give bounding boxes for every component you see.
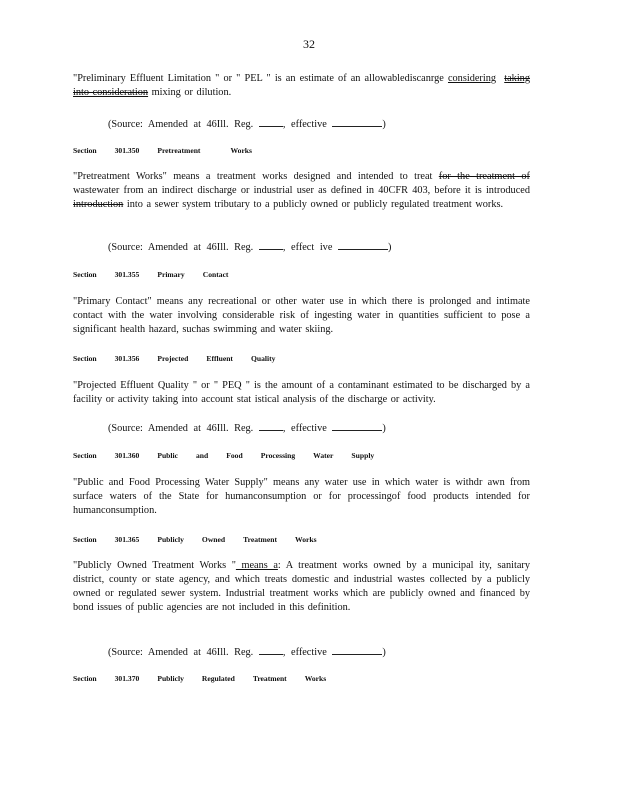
source-label: (Source: Amended at 46Ill. Reg.: [108, 242, 254, 253]
inserted-text: means a: [235, 560, 278, 571]
blank-line: [259, 645, 283, 655]
definition-peq: "Projected Effluent Quality " or " PEQ " is the amount of a contaminant estimated to be discharged by a facility or activity taking into account stat istical analysis of the discharge or activity.: [73, 380, 530, 405]
source-effective: effective: [291, 647, 327, 658]
section-heading-301-360: Section 301.360 Public and Food Processing Water Supply: [73, 451, 375, 460]
source-label: (Source: Amended at 46Ill. Reg.: [108, 119, 254, 130]
source-label: (Source: Amended at 46Ill. Reg.: [108, 647, 254, 658]
section-heading-301-356: Section 301.356 Projected Effluent Quality: [73, 354, 276, 363]
blank-line: [338, 240, 388, 250]
blank-line: [332, 117, 382, 127]
section-heading-301-365: Section 301.365 Publicly Owned Treatment Works: [73, 535, 317, 544]
source-effective: effective: [291, 119, 327, 130]
definition-primary-contact: "Primary Contact" means any recreational or other water use in which there is prolonged and intimate contact with the water involving considerable risk of ingesting water in quantities sufficient to pose a significant health hazard, suchas swimming and water skiing.: [73, 296, 530, 335]
blank-line: [332, 421, 382, 431]
deleted-text: introduction: [73, 199, 124, 210]
deleted-text: for the treatment of: [438, 171, 530, 182]
blank-line: [259, 421, 283, 431]
blank-line: [332, 645, 382, 655]
source-note-2: (Source: Amended at 46Ill. Reg. , effect ive ): [108, 242, 392, 253]
source-effective: effective: [291, 423, 327, 434]
pel-inserted-text: considering: [447, 73, 497, 84]
source-effective: effect ive: [291, 242, 333, 253]
source-note-3: (Source: Amended at 46Ill. Reg. , effective ): [108, 423, 386, 434]
definition-public-food-processing-water-supply: "Public and Food Processing Water Supply" means any water use in which water is withdr awn from surface waters of the State for humanconsumption or for processingof food products intended for humanconsumption.: [73, 477, 530, 516]
pel-text: "Preliminary Effluent Limitation " or " PEL " is an estimate of an allowablediscanrge: [73, 73, 444, 84]
source-note-4: (Source: Amended at 46Ill. Reg. , effective ): [108, 647, 386, 658]
definition-pretreatment-works: "Pretreatment Works" means a treatment works designed and intended to treat for the treatment of wastewater from an indirect discharge or industrial user as defined in 40CFR 403, before it is introduced introduction into a sewer system tributary to a publicly owned or publicly regulated treatment works.: [73, 171, 530, 210]
blank-line: [259, 240, 283, 250]
blank-line: [259, 117, 283, 127]
section-heading-301-350: Section 301.350 Pretreatment Works: [73, 146, 252, 155]
section-heading-301-370: Section 301.370 Publicly Regulated Treatment Works: [73, 674, 327, 683]
pel-text-end: mixing or dilution.: [151, 87, 232, 98]
section-heading-301-355: Section 301.355 Primary Contact: [73, 270, 229, 279]
source-note-1: (Source: Amended at 46Ill. Reg. , effective ): [108, 119, 386, 130]
source-label: (Source: Amended at 46Ill. Reg.: [108, 423, 254, 434]
definition-pel: [73, 72, 530, 100]
page-number: 32: [303, 37, 315, 51]
pel-deleted-text: taking into consideration: [73, 73, 530, 98]
definition-potw: "Publicly Owned Treatment Works " means a: A treatment works owned by a municipal ity, sanitary district, county or state agency, and which treats domestic and industrial wastes collected by a publicly owned or regulated sewer system. Industrial treatment works which are publicly owned and financed by bond issues of public agencies are not included in this definition.: [73, 560, 531, 613]
